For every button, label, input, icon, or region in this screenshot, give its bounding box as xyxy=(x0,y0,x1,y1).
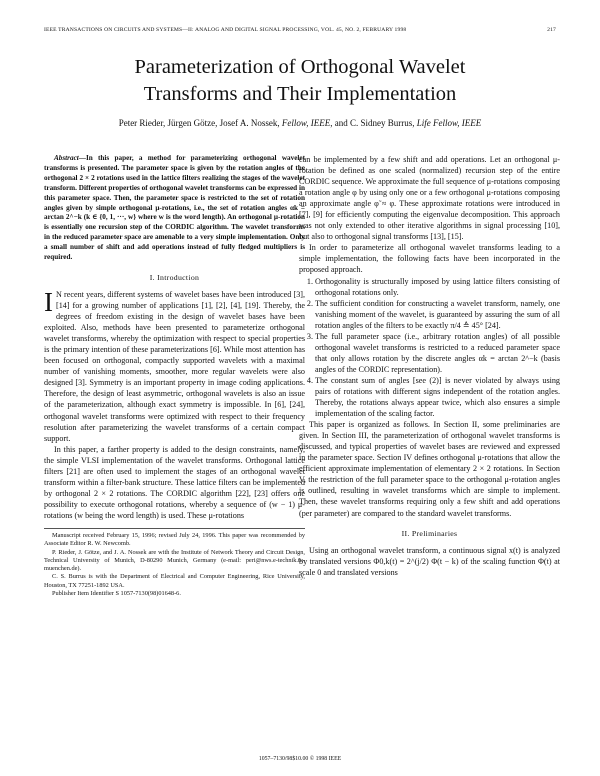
footnote-received: Manuscript received February 15, 1996; revised July 24, 1996. This paper was recommended by Associate Editor R. W. Newcomb. xyxy=(44,532,305,548)
list-item: 1. Orthogonality is structurally imposed by using lattice filters consisting of orthogonal rotations only. xyxy=(315,276,560,298)
section-heading-preliminaries: II. Preliminaries xyxy=(401,528,458,538)
authors-part-2: , and C. Sidney Burrus, xyxy=(330,118,417,128)
list-item: 3. The full parameter space (i.e., arbitrary rotation angles) of all possible orthogonal wavelet transforms is restricted to a reduced parameter space that only allows rotation by the discrete angles αk = arctan 2^−k (basis angles of the CORDIC representation). xyxy=(315,331,560,375)
intro-paragraph-1-text: N recent years, different systems of wavelet bases have been introduced [3], [14] for a growing number of applications [1], [2], [4], [19]. Thereby, the degrees of freedom existing in the design of wavelet bases have been exploited. Also, methods have been presented to parameterize orthogonal wavelet transforms, whereby the optimization with respect to special properties is the primary intention of these parameterizations [6]. While most attention has been focused on orthogonal, compactly supported wavelets with a maximal number of vanishing moments, smoother, more regular wavelets were also designed [3]. Symmetry is an important property in image coding applications. Therefore, the design of least asymmetric, orthogonal wavelets is also an issue of the parameterization, although exact symmetry is impossible. In [6], [24], orthogonal wavelet transforms were optimized with respect to their frequency resolution after parameterizing the wavelet transforms of a certain compact support. xyxy=(44,290,305,443)
author-role-1: Fellow, IEEE xyxy=(281,118,331,128)
left-column xyxy=(44,154,305,598)
authors-part-1: Peter Rieder, Jürgen Götze, Josef A. Nossek, xyxy=(118,118,282,128)
author-list xyxy=(40,118,560,128)
right-paragraph-2: In order to parameterize all orthogonal wavelet transforms leading to a simple implementation, the following facts have been incorporated in the proposed approach. xyxy=(299,243,560,275)
page-number: 217 xyxy=(547,27,556,33)
running-header xyxy=(44,27,556,37)
facts-list xyxy=(299,276,560,420)
title-line-2: Transforms and Their Implementation xyxy=(143,83,457,105)
footnote-block xyxy=(44,528,305,598)
footnote-identifier: Publisher Item Identifier S 1057-7130(98)01648-6. xyxy=(52,590,181,598)
abstract-text: In this paper, a method for parameterizing orthogonal wavelet transforms is presented. The parameter space is given by the rotation angles of the orthogonal 2 × 2 rotations used in the lattice filters realizing the stages of the wavelet transform. Different properties of orthogonal wavelet transforms can be expressed in this parameter space. Then, the parameter space is restricted to the set of rotation angles given by simple orthogonal μ-rotations, i.e., the set of rotation angles αk = arctan 2^−k (k ∈ {0, 1, ···, w} where w is the word length). An orthogonal μ-rotation is essentially one recursion step of the CORDIC algorithm. The wavelet transforms in the reduced parameter space are amenable to a very simple implementation. Only a small number of shift and add operations instead of fully fledged multipliers is required. xyxy=(44,154,305,262)
author-role-2: Life Fellow, IEEE xyxy=(416,118,482,128)
right-paragraph-4: Using an orthogonal wavelet transform, a continuous signal x(t) is analyzed by translated versions Φ0,k(t) = 2^(j/2) Φ(t − k) of the scaling function Φ(t) at scale 0 and translated versions xyxy=(299,545,560,577)
abstract-label: Abstract— xyxy=(54,154,86,162)
paper-title xyxy=(40,54,560,108)
copyright-footer: 1057–7130/98$10.00 © 1998 IEEE xyxy=(258,756,342,762)
right-column xyxy=(299,154,560,578)
drop-cap: I xyxy=(44,287,53,318)
journal-header: IEEE TRANSACTIONS ON CIRCUITS AND SYSTEMS—II: ANALOG AND DIGITAL SIGNAL PROCESSING, VOL. 45, NO. 2, FEBRUARY 1998 xyxy=(44,27,407,33)
list-item: 2. The sufficient condition for constructing a wavelet transform, namely, one vanishing moment of the wavelet, is guaranteed by assuring the sum of all rotation angles of the filters to be exactly π/4 ≙ 45° [24]. xyxy=(315,298,560,331)
footnote-affiliation-1: P. Rieder, J. Götze, and J. A. Nossek are with the Institute of Network Theory and Circuit Design, Technical University of Munich, D-80290 Munich, Germany (e-mail: peri@nws.e-technik.tu-muenchen.de). xyxy=(44,548,305,573)
right-paragraph-3: This paper is organized as follows. In Section II, some preliminaries are given. In Section III, the parameterization of orthogonal wavelet transforms is discussed, and typical properties of wavelet bases are reviewed and expressed in the parameter space. Section IV defines orthogonal μ-rotations that allow the efficient approximate implementation of elementary 2 × 2 rotations. In Section V, the restriction of the full parameter space to the orthogonal μ-rotation angles is outlined, resulting in wavelet transforms which are simple to implement. Then, these wavelet transforms requiring only a few shift and add operations (per parameter) are compared to the standard wavelet transforms. xyxy=(299,420,560,518)
abstract xyxy=(44,154,305,263)
section-heading-introduction: I. Introduction xyxy=(149,272,200,282)
list-item: 4. The constant sum of angles [see (2)] is never violated by always using pairs of rotations with different signs independent of the rotation angles. Thereby, the rotations always appear twice, which also ensures a simple implementation of the scaling factor. xyxy=(315,375,560,419)
intro-paragraph-2: In this paper, a farther property is added to the design constraints, namely, the simple VLSI implementation of the wavelet transforms. Orthogonal lattice filters [21] are often used to implement the stages of an orthogonal wavelet transform within a filter-bank structure. These lattice filters can be implemented by orthogonal 2 × 2 rotations. The CORDIC algorithm [22], [23] offers one possibility to execute orthogonal rotations, whereby a sequence of (w − 1) μ-rotations (w being the word length) is used. These μ-rotations xyxy=(44,444,305,520)
footnote-affiliation-2: C. S. Burrus is with the Department of Electrical and Computer Engineering, Rice University, Houston, TX 77251-1892 USA. xyxy=(44,573,305,589)
title-line-1: Parameterization of Orthogonal Wavelet xyxy=(134,56,466,78)
right-paragraph-1: can be implemented by a few shift and add operations. Let an orthogonal μ-rotation be defined as one scaled (normalized) recursion step of the entire CORDIC sequence. We approximate the full sequence of μ-rotations composing a rotation angle φ by using only one or a few orthogonal μ-rotations composing an approximate angle φ̃ ≈ φ. These approximate rotations were introduced in [7], [9] for efficiently computing the eigenvalue decomposition. This approach was not only extended to other iterative algorithms in signal processing [10], but also to orthogonal signal transforms [13], [15]. xyxy=(299,155,560,242)
intro-paragraph-1 xyxy=(44,289,305,444)
